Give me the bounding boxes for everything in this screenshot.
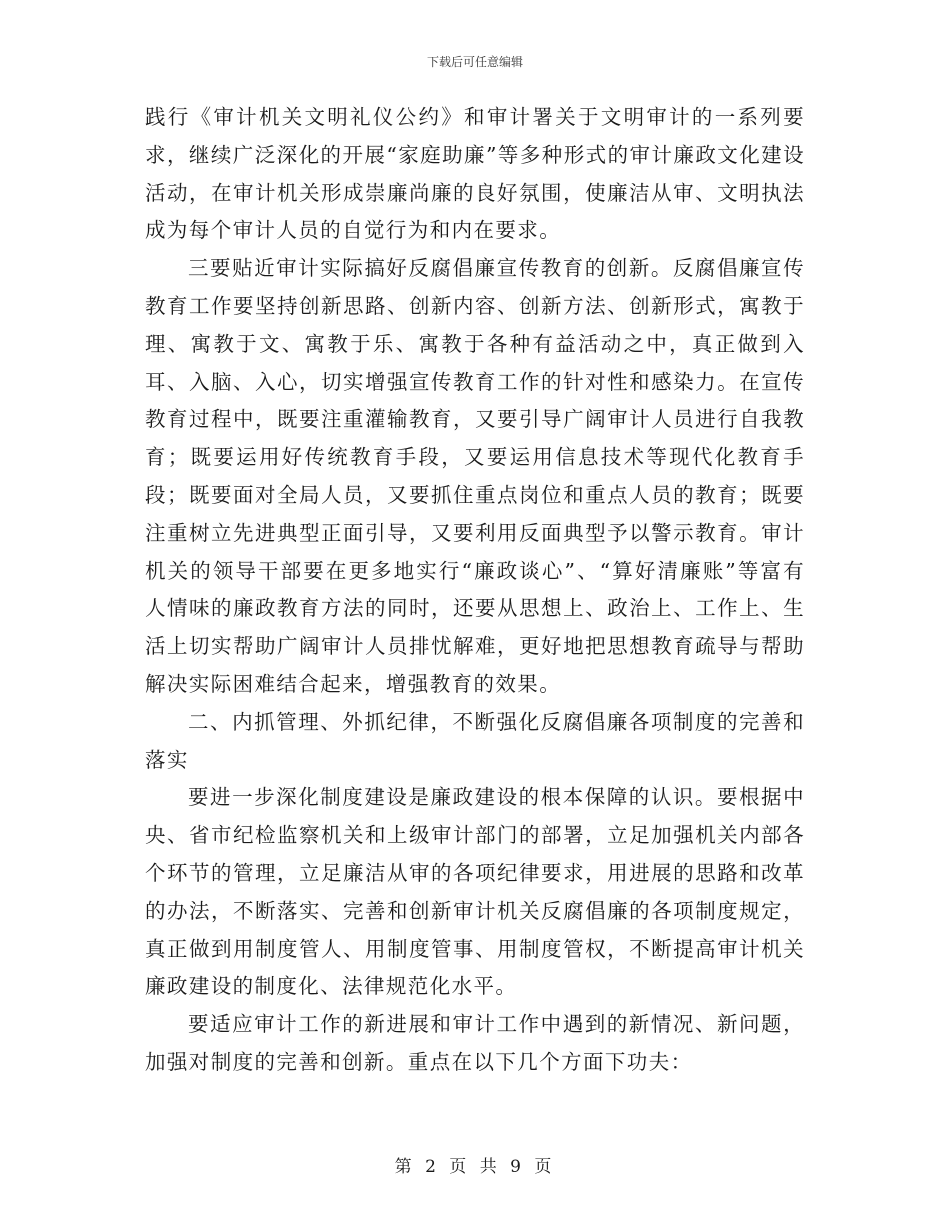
section-heading-two: 二、内抓管理、外抓纪律，不断强化反腐倡廉各项制度的完善和落实 xyxy=(145,709,805,772)
page-header-note: 下载后可任意编辑 xyxy=(426,55,523,69)
page-number: 第 2 页 共 9 页 xyxy=(394,1157,556,1177)
paragraph-propaganda-innovation: 三要贴近审计实际搞好反腐倡廉宣传教育的创新。反腐倡廉宣传教育工作要坚持创新思路、创新内容、创新方法、创新形式，寓教于理、寓教于文、寓教于乐、寓教于各种有益活动之中，真正做到入耳、入脑、入心，切实增强宣传教育工作的针对性和感染力。在宣传教育过程中，既要注重灌输教育，又要引导广阔审计人员进行自我教育；既要运用好传统教育手段，又要运用信息技术等现代化教育手段；既要面对全局人员，又要抓住重点岗位和重点人员的教育；既要注重树立先进典型正面引导，又要利用反面典型予以警示教育。审计机关的领导干部要在更多地实行“廉政谈心”、“算好清廉账”等富有人情味的廉政教育方法的同时，还要从思想上、政治上、工作上、生活上切实帮助广阔审计人员排忧解难，更好地把思想教育疏导与帮助解决实际困难结合起来，增强教育的效果。 xyxy=(145,256,805,696)
document-body xyxy=(145,99,805,1082)
paragraph-system-improvement: 要适应审计工作的新进展和审计工作中遇到的新情况、新问题，加强对制度的完善和创新。重点在以下几个方面下功夫： xyxy=(145,1012,805,1074)
paragraph-continuation: 践行《审计机关文明礼仪公约》和审计署关于文明审计的一系列要求，继续广泛深化的开展“家庭助廉”等多种形式的审计廉政文化建设活动，在审计机关形成崇廉尚廉的良好氛围，使廉洁从审、文明执法成为每个审计人员的自觉行为和内在要求。 xyxy=(145,105,805,243)
paragraph-system-building: 要进一步深化制度建设是廉政建设的根本保障的认识。要根据中央、省市纪检监察机关和上级审计部门的部署，立足加强机关内部各个环节的管理，立足廉洁从审的各项纪律要求，用进展的思路和改革的办法，不断落实、完善和创新审计机关反腐倡廉的各项制度规定，真正做到用制度管人、用制度管事、用制度管权，不断提高审计机关廉政建设的制度化、法律规范化水平。 xyxy=(145,785,805,999)
